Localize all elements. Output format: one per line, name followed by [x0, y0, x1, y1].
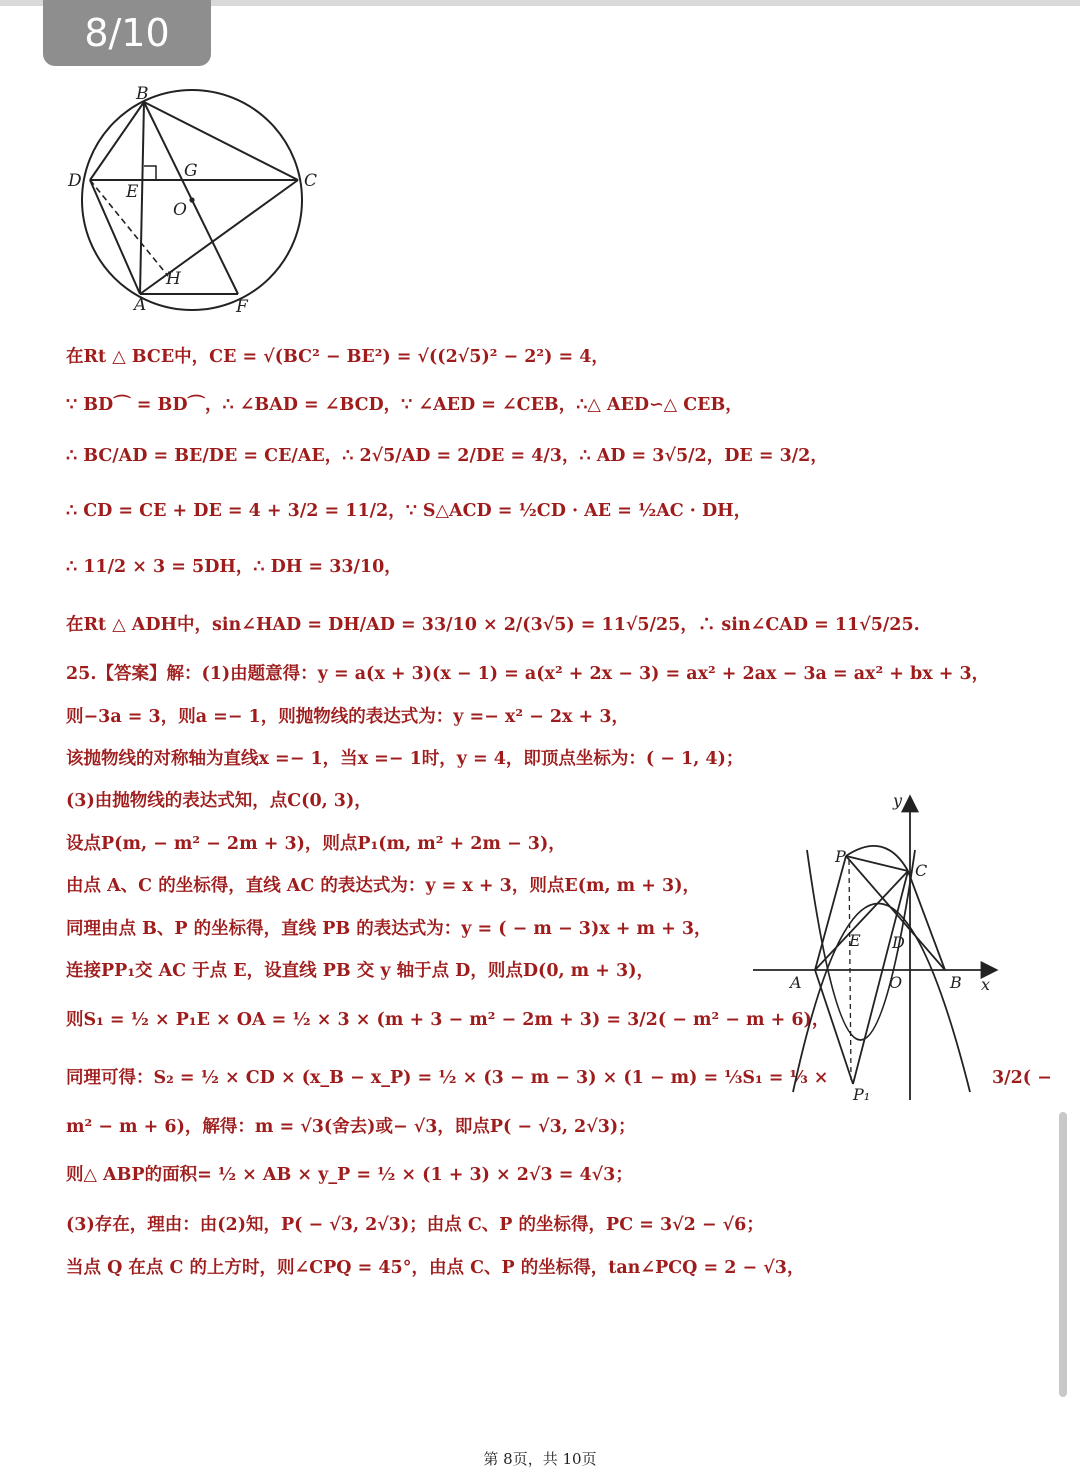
label-d: D — [892, 933, 905, 952]
label-o: O — [173, 200, 187, 220]
circle-geometry-figure — [60, 80, 340, 320]
segment-cb — [908, 871, 945, 970]
label-p1: P₁ — [853, 1085, 871, 1104]
text-line-13: 同理由点 B、P 的坐标得，直线 PB 的表达式为：y = ( − m − 3)x + m + 3， — [66, 919, 712, 939]
label-e: E — [126, 182, 139, 202]
center-point-o — [189, 197, 194, 202]
text-line-tail: 3/2( − — [992, 1068, 1052, 1088]
segment-ap1 — [815, 970, 853, 1084]
text-line-20: 当点 Q 在点 C 的上方时，则∠CPQ = 45°，由点 C、P 的坐标得，tan∠PCQ = 2 − √3， — [66, 1258, 805, 1278]
text-line-1: 在Rt △ BCE中，CE = √(BC² − BE²) = √((2√5)² − 2²) = 4， — [66, 347, 609, 367]
text-line-19: (3)存在，理由：由(2)知，P( − √3, 2√3)；由点 C、P 的坐标得，PC = 3√2 − √6； — [66, 1215, 764, 1235]
label-x: x — [981, 975, 991, 994]
text-line-17: m² − m + 6)，解得：m = √3(舍去)或− √3，即点P( − √3, 2√3)； — [66, 1117, 636, 1137]
text-line-6: 在Rt △ ADH中，sin∠HAD = DH/AD = 33/10 × 2/(3√5) = 11√5/25，∴ sin∠CAD = 11√5/25. — [66, 615, 920, 635]
segment-ba — [140, 102, 144, 294]
text-line-18: 则△ ABP的面积= ½ × AB × y_P = ½ × (1 + 3) × 2√3 = 4√3； — [66, 1165, 633, 1185]
label-h: H — [166, 269, 181, 289]
text-line-9: 该抛物线的对称轴为直线x =− 1，当x =− 1时，y = 4，即顶点坐标为：( − 1, 4)； — [66, 749, 744, 769]
scrollbar[interactable] — [1059, 1112, 1067, 1397]
label-a: A — [790, 973, 802, 992]
text-line-16: 同理可得：S₂ = ½ × CD × (x_B − x_P) = ½ × (3 − m − 3) × (1 − m) = ⅓S₁ = ⅓ × — [66, 1068, 829, 1088]
label-y: y — [893, 791, 903, 810]
text-line-15: 则S₁ = ½ × P₁E × OA = ½ × 3 × (m + 3 − m² − 2m + 3) = 3/2( − m² − m + 6)， — [66, 1010, 830, 1030]
page-indicator: 8/10 — [43, 0, 211, 66]
text-line-2: ∵ BD⌒ = BD⌒，∴ ∠BAD = ∠BCD，∵ ∠AED = ∠CEB，∴△ AED∽△ CEB， — [66, 395, 743, 415]
label-b: B — [950, 973, 962, 992]
label-b: B — [136, 84, 149, 104]
label-a: A — [134, 295, 147, 315]
label-p: P — [835, 847, 846, 866]
text-line-12: 由点 A、C 的坐标得，直线 AC 的表达式为：y = x + 3，则点E(m, m + 3)， — [66, 876, 700, 896]
text-line-10: (3)由抛物线的表达式知，点C(0, 3)， — [66, 791, 372, 811]
text-line-5: ∴ 11/2 × 3 = 5DH，∴ DH = 33/10， — [66, 557, 402, 577]
text-line-7: 25.【答案】解：(1)由题意得：y = a(x + 3)(x − 1) = a(x² + 2x − 3) = ax² + 2ax − 3a = ax² + bx + 3， — [66, 664, 990, 684]
text-line-11: 设点P(m, − m² − 2m + 3)，则点P₁(m, m² + 2m − 3)， — [66, 834, 566, 854]
text-line-14: 连接PP₁交 AC 于点 E，设直线 PB 交 y 轴于点 D，则点D(0, m + 3)， — [66, 961, 655, 981]
right-angle-mark — [144, 166, 156, 180]
parabola-figure — [745, 790, 1005, 1110]
segment-pb — [846, 856, 945, 970]
segment-ac — [140, 180, 298, 294]
text-line-4: ∴ CD = CE + DE = 4 + 3/2 = 11/2，∵ S△ACD = ½CD · AE = ½AC · DH， — [66, 501, 752, 521]
text-line-3: ∴ BC/AD = BE/DE = CE/AE，∴ 2√5/AD = 2/DE = 4/3，∴ AD = 3√5/2，DE = 3/2， — [66, 446, 828, 466]
label-g: G — [184, 161, 198, 181]
label-d: D — [68, 171, 82, 191]
label-c: C — [915, 861, 928, 880]
label-o: O — [889, 973, 903, 992]
text-line-8: 则−3a = 3，则a =− 1，则抛物线的表达式为：y =− x² − 2x + 3， — [66, 707, 629, 727]
page-footer: 第 8页，共 10页 — [483, 1450, 597, 1468]
label-f: F — [236, 297, 248, 317]
label-e: E — [849, 931, 861, 950]
label-c: C — [304, 171, 318, 191]
segment-bc — [144, 102, 298, 180]
